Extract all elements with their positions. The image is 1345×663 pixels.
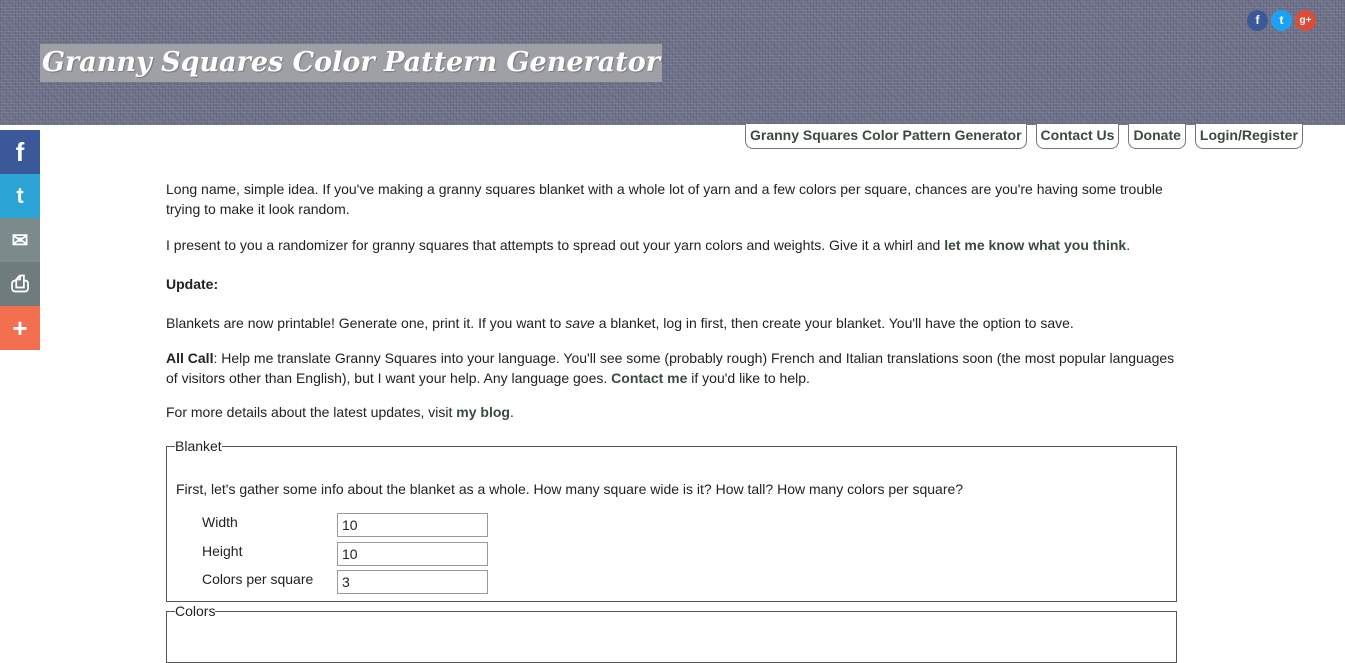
- main-nav: [745, 124, 1303, 149]
- blog-link[interactable]: my blog: [456, 404, 510, 420]
- all-call-text: : Help me translate Granny Squares into your language. You'll see some (probably rough) French and Italian translations soon (the most popular languages of visitors other than English), but I want your help. Any language goes.: [166, 350, 1175, 386]
- colors-legend: Colors: [175, 603, 216, 619]
- nav-donate[interactable]: Donate: [1128, 124, 1185, 149]
- updates-text-end: .: [509, 404, 514, 420]
- email-share-icon[interactable]: ✉: [0, 218, 40, 262]
- share-sidebar: [0, 130, 40, 350]
- feedback-link[interactable]: let me know what you think: [944, 237, 1127, 253]
- all-call-label: All Call: [166, 350, 214, 366]
- update-heading: [166, 274, 218, 294]
- header-social-links: [1247, 10, 1316, 31]
- blanket-legend: Blanket: [175, 438, 222, 454]
- colors-fieldset: [166, 603, 1177, 663]
- printable-paragraph: [166, 313, 1177, 333]
- blanket-fieldset: [166, 438, 1177, 602]
- print-share-icon[interactable]: ⎙: [0, 262, 40, 306]
- contact-me-link[interactable]: Contact me: [611, 370, 688, 386]
- twitter-icon[interactable]: t: [1271, 10, 1292, 31]
- width-label: Width: [202, 514, 238, 530]
- intro-paragraph: Long name, simple idea. If you've making a granny squares blanket with a whole lot of yarn and a few colors per square, chances are you're having some trouble trying to make it look random.: [166, 181, 1163, 217]
- facebook-icon[interactable]: f: [1247, 10, 1268, 31]
- width-input[interactable]: [337, 513, 488, 537]
- all-call-text-end: if you'd like to help.: [687, 370, 810, 386]
- facebook-share-icon[interactable]: f: [0, 130, 40, 174]
- site-title[interactable]: Granny Squares Color Pattern Generator: [40, 44, 662, 82]
- height-label: Height: [202, 543, 243, 559]
- site-header: [0, 0, 1345, 125]
- twitter-share-icon[interactable]: t: [0, 174, 40, 218]
- blanket-description: First, let's gather some info about the blanket as a whole. How many square wide is it? How tall? How many colors per square?: [176, 481, 964, 497]
- updates-text: For more details about the latest updates, visit: [166, 404, 457, 420]
- updates-paragraph: [166, 402, 1177, 422]
- all-call-paragraph: [166, 348, 1177, 388]
- update-heading-text: Update:: [166, 276, 219, 292]
- more-share-icon[interactable]: +: [0, 306, 40, 350]
- printable-emphasis: save: [565, 315, 595, 331]
- colors-per-square-input[interactable]: [337, 570, 488, 594]
- nav-home[interactable]: Granny Squares Color Pattern Generator: [745, 124, 1027, 149]
- google-plus-icon[interactable]: g+: [1295, 10, 1316, 31]
- height-input[interactable]: [337, 542, 488, 566]
- nav-login-register[interactable]: Login/Register: [1195, 124, 1303, 149]
- colors-per-square-label: Colors per square: [202, 571, 314, 587]
- printable-text-a: Blankets are now printable! Generate one, print it. If you want to: [166, 315, 566, 331]
- randomizer-text: I present to you a randomizer for granny squares that attempts to spread out your yarn colors and weights. Give it a whirl and: [166, 237, 945, 253]
- randomizer-paragraph: [166, 235, 1177, 255]
- randomizer-text-end: .: [1126, 237, 1131, 253]
- nav-contact-us[interactable]: Contact Us: [1036, 124, 1120, 149]
- printable-text-b: a blanket, log in first, then create your blanket. You'll have the option to save.: [594, 315, 1074, 331]
